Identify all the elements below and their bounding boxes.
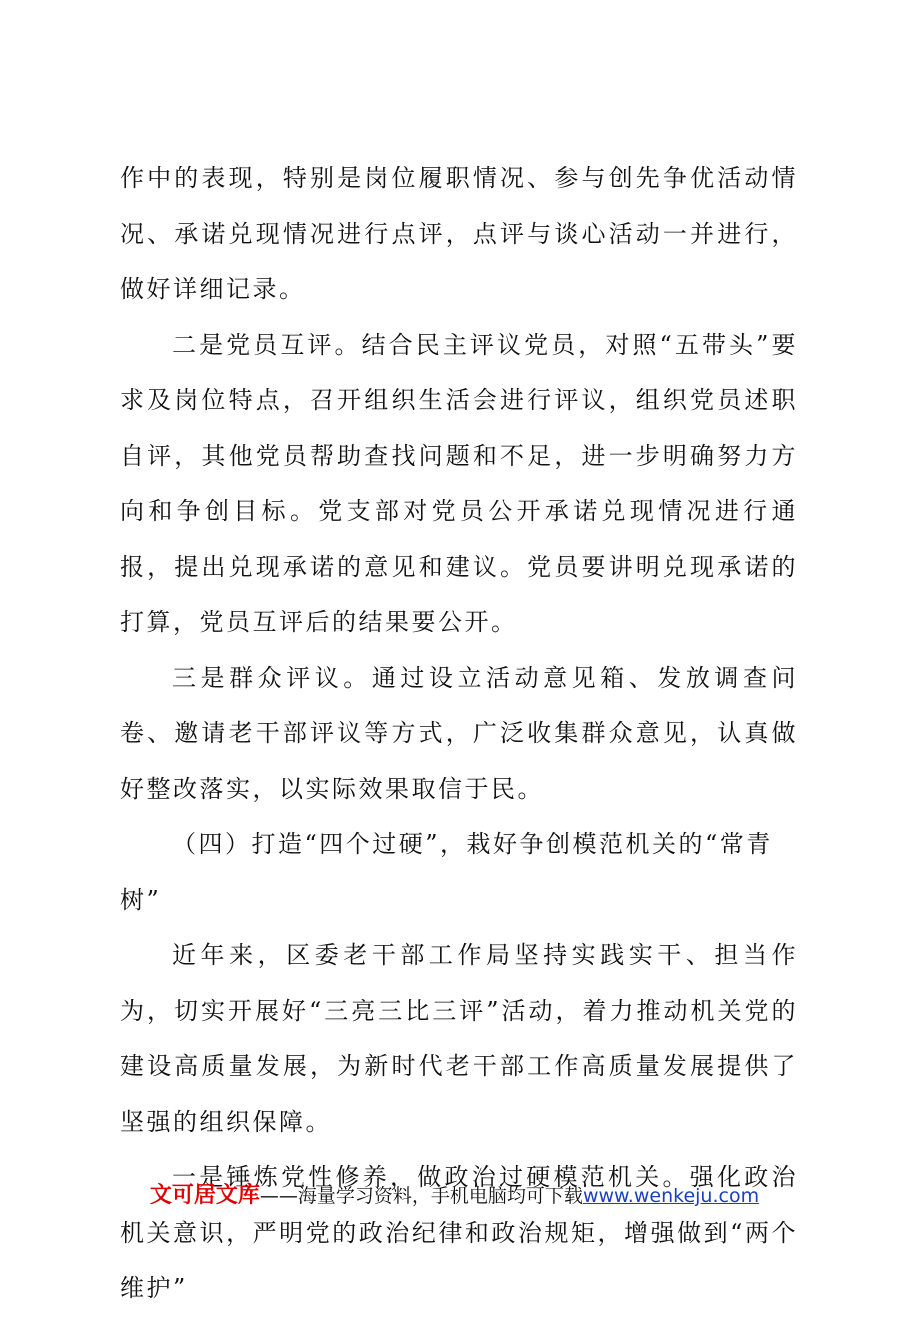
footer-brand: 文可居文库 <box>149 1183 260 1208</box>
document-body <box>120 151 798 1317</box>
paragraph-continued: 作中的表现，特别是岗位履职情况、参与创先争优活动情况、承诺兑现情况进行点评，点评与谈心活动一并进行，做好详细记录。 <box>120 164 798 303</box>
footer-banner <box>0 1180 909 1212</box>
section-heading-four: （四）打造“四个过硬”，栽好争创模范机关的“常青树” <box>120 830 773 914</box>
footer-tagline: ——海量学习资料，手机电脑均可下载 <box>259 1185 583 1207</box>
footer-url-link[interactable]: www.wenkeju.com <box>582 1185 760 1207</box>
paragraph-recent-years: 近年来，区委老干部工作局坚持实践实干、担当作为，切实开展好“三亮三比三评”活动，着力推动机关党的建设高质量发展，为新时代老干部工作高质量发展提供了坚强的组织保障。 <box>120 941 798 1136</box>
paragraph-party-member-review: 二是党员互评。结合民主评议党员，对照“五带头”要求及岗位特点，召开组织生活会进行评议，组织党员述职自评，其他党员帮助查找问题和不足，进一步明确努力方向和争创目标。党支部对党员公开承诺兑现情况进行通报，提出兑现承诺的意见和建议。党员要讲明兑现承诺的打算，党员互评后的结果要公开。 <box>120 330 798 636</box>
paragraph-public-review: 三是群众评议。通过设立活动意见箱、发放调查问卷、邀请老干部评议等方式，广泛收集群众意见，认真做好整改落实，以实际效果取信于民。 <box>120 663 798 803</box>
paragraph-political-cultivation: 一是锤炼党性修养，做政治过硬模范机关。强化政治机关意识，严明党的政治纪律和政治规矩，增强做到“两个维护” <box>120 1163 798 1302</box>
